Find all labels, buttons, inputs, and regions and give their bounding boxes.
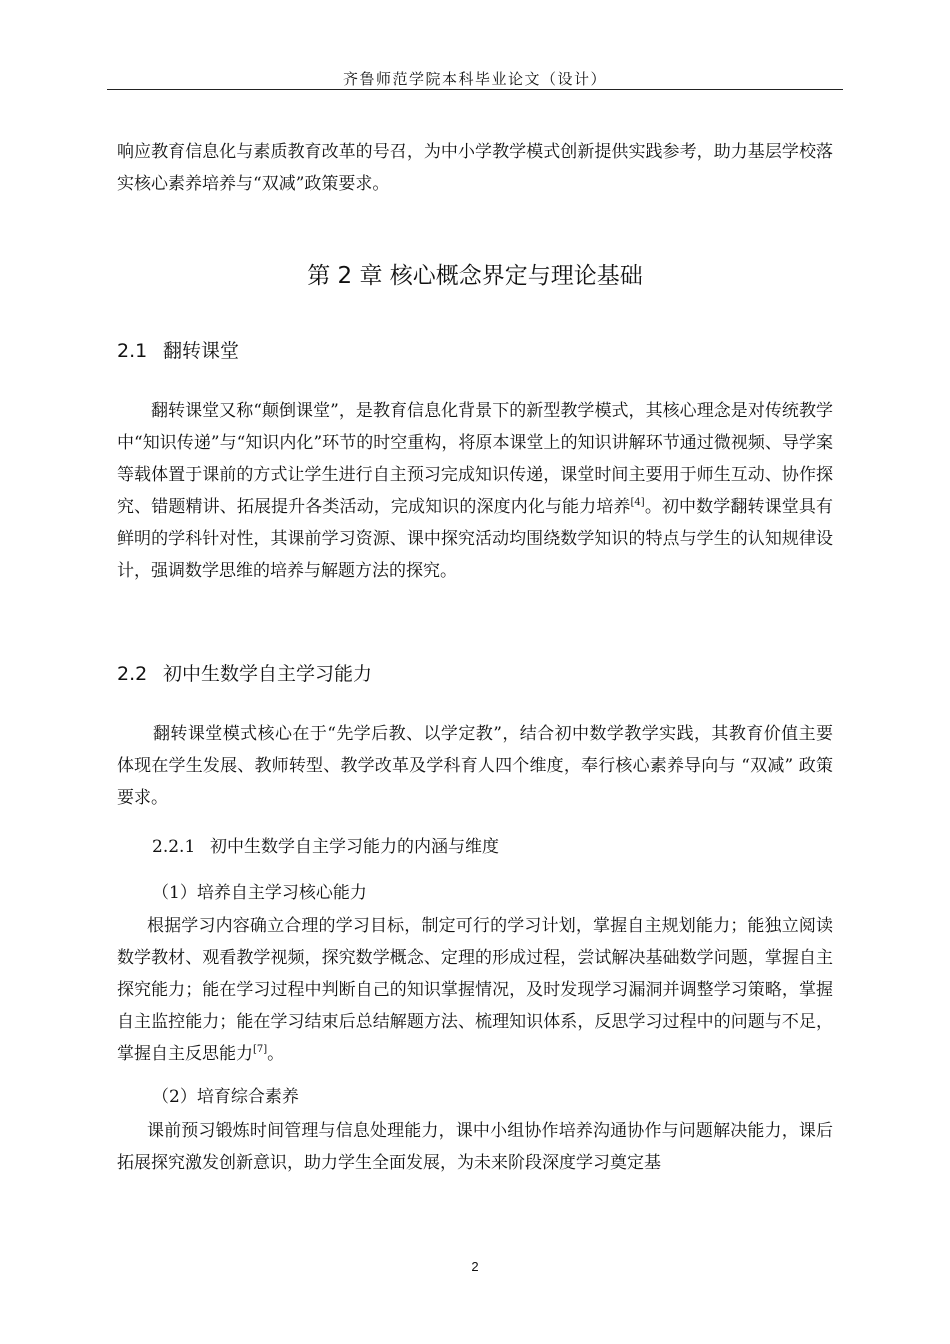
section-2-2-paragraph: 翻转课堂模式核心在于“先学后教、以学定教”，结合初中数学教学实践，其教育价值主要体现在学生发展、教师转型、教学改革及学科育人四个维度，奉行核心素养导向与 “双减” 政策要求。 xyxy=(117,724,833,808)
paragraph-text: 。 xyxy=(267,1044,285,1064)
item-1-paragraph xyxy=(117,910,833,1070)
section-number: 2.1 xyxy=(117,340,148,362)
header-rule xyxy=(107,89,843,90)
section-number: 2.2 xyxy=(117,663,148,685)
section-title: 初中生数学自主学习能力 xyxy=(163,663,373,685)
item-2-heading: （2）培育综合素养 xyxy=(152,1087,299,1107)
section-2-1-paragraph xyxy=(117,395,833,587)
section-title: 翻转课堂 xyxy=(163,340,240,362)
paragraph-text: 根据学习内容确立合理的学习目标，制定可行的学习计划，掌握自主规划能力；能独立阅读数学教材、观看教学视频，探究数学概念、定理的形成过程，尝试解决基础数学问题，掌握自主探究能力；能在学习过程中判断自己的知识掌握情况，及时发现学习漏洞并调整学习策略，掌握自主监控能力；能在学习结束后总结解题方法、梳理知识体系，反思学习过程中的问题与不足，掌握自主反思能力 xyxy=(117,916,833,1064)
section-2-2-heading xyxy=(117,659,372,689)
intro-paragraph: 响应教育信息化与素质教育改革的号召，为中小学教学模式创新提供实践参考，助力基层学校落实核心素养培养与“双减”政策要求。 xyxy=(117,142,833,194)
paragraph-text: 。初中数学翻转课堂具有鲜明的学科针对性，其课前学习资源、课中探究活动均围绕数学知识的特点与学生的认知规律设计，强调数学思维的培养与解题方法的探究。 xyxy=(117,497,833,581)
item-1-heading: （1）培养自主学习核心能力 xyxy=(152,883,367,903)
subsection-number: 2.2.1 xyxy=(152,837,196,857)
item-2-paragraph: 课前预习锻炼时间管理与信息处理能力，课中小组协作培养沟通协作与问题解决能力，课后拓展探究激发创新意识，助力学生全面发展，为未来阶段深度学习奠定基 xyxy=(117,1121,833,1173)
subsection-title: 初中生数学自主学习能力的内涵与维度 xyxy=(210,837,499,857)
subsection-2-2-1-heading xyxy=(152,833,499,861)
citation: [7] xyxy=(253,1044,268,1055)
chapter-title: 第 2 章 核心概念界定与理论基础 xyxy=(307,263,643,289)
citation: [4] xyxy=(630,497,645,508)
running-header: 齐鲁师范学院本科毕业论文（设计） xyxy=(342,70,607,88)
section-2-1-heading xyxy=(117,336,239,366)
page-number: 2 xyxy=(471,1259,479,1274)
paragraph-text: 翻转课堂又称“颠倒课堂”，是教育信息化背景下的新型教学模式，其核心理念是对传统教学中“知识传递”与“知识内化”环节的时空重构，将原本课堂上的知识讲解环节通过微视频、导学案等载体置于课前的方式让学生进行自主预习完成知识传递，课堂时间主要用于师生互动、协作探究、错题精讲、拓展提升各类活动，完成知识的深度内化与能力培养 xyxy=(117,401,833,517)
